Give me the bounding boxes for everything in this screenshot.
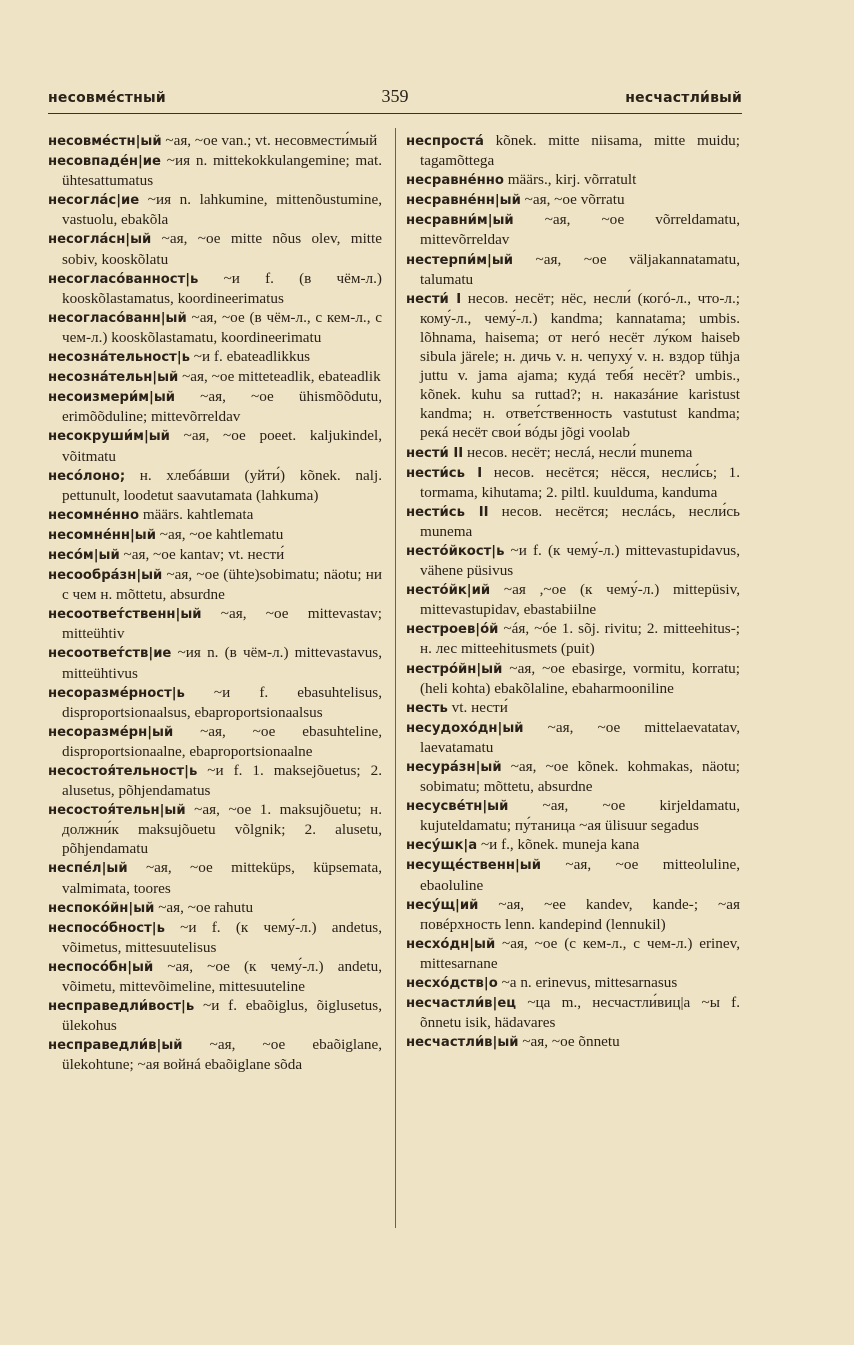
entry-headword: несу́шк|а [406,838,478,854]
entry-headword: несчастли́в|ый [406,1035,519,1051]
entry-headword: нестóйкост|ь [406,543,505,559]
entry-headword: несостоя́тельн|ый [48,803,186,819]
dictionary-entry [48,308,382,347]
entry-headword: неспокóйн|ый [48,900,155,916]
entry-headword: несчастли́в|ец [406,996,517,1012]
header-right-word: несчастли́вый [625,90,742,106]
entry-headword: несогласóванност|ь [48,271,199,287]
entry-definition: ~ая, ~ое mitteküps, küpsemata, valmimata, toores [62,859,382,897]
entry-headword: нести́сь II [406,504,489,520]
entry-definition: ~ая, ~ое õnnetu [518,1033,620,1051]
entry-headword: неспосóбност|ь [48,920,165,936]
dictionary-entry [48,996,382,1035]
entry-headword: несознáтельност|ь [48,350,190,366]
entry-definition: ~ая, ~ое rahutu [154,898,254,916]
dictionary-entry [48,761,382,800]
entry-headword: неспростá [406,134,484,149]
entry-headword: несомнéнн|ый [48,527,156,543]
entry-definition: ~ая, ~ое ebasirge, vormitu, korratu; (heli kohta) ebakõlaline, ebaharmooniline [420,659,740,697]
entry-definition: ~ая, ~ое mitteteadlik, ebateadlik [178,368,381,386]
entry-definition: несов. несётся; нёсся, несли́сь; 1. tormama, kihutama; 2. piltl. kuulduma, kanduma [420,463,740,501]
dictionary-entry [48,565,382,604]
dictionary-entry [406,1032,740,1052]
entry-definition: ~и f. (к чему́-л.) mittevastupidavus, vähene püsivus [420,541,740,580]
entry-headword: несправедли́в|ый [48,1038,183,1054]
dictionary-entry [48,505,382,525]
entry-headword: несхóдств|о [406,976,498,992]
entry-headword: несостоя́тельност|ь [48,764,198,779]
entry-definition: ~áя, ~óе 1. sõj. rivitu; 2. mitteehitus-; н. лес mitteehitusmets (puit) [420,620,740,658]
dictionary-entry [406,619,740,658]
entry-definition: ~ая, ~ое (в чём-л., с кем-л., с чем-л.) kooskõlastamatu, koordineerimatu [62,308,382,346]
dictionary-entry [48,957,382,996]
entry-definition: ~ая, ~ее kandev, kande-; ~ая повéрхность lenn. kandepind (lennukil) [420,895,740,933]
dictionary-entry [406,250,740,289]
dictionary-entry [406,289,740,443]
dictionary-entry [406,580,740,619]
dictionary-entry [48,525,382,545]
entry-definition: ~ая, ~ое 1. maksujõuetu; н. должни́к maksujõuetu võlgnik; 2. alusetu, põhjendamatu [62,801,382,858]
entry-headword: несоответ́ственн|ый [48,607,202,623]
entry-headword: несравнéнн|ый [406,193,521,209]
dictionary-entry [406,210,740,249]
dictionary-entry [406,993,740,1032]
right-column [406,131,740,1052]
dictionary-entry [48,722,382,761]
entry-headword: неспéл|ый [48,861,128,877]
dictionary-entry [406,463,740,502]
dictionary-entry [48,426,382,465]
entry-definition: ~ая, ~ое mittevastav; mitteühtiv [62,605,382,643]
left-column [48,131,382,1075]
entry-definition: ~ая, ~ое mitte nõus olev, mitte sobiv, kooskõlatu [62,230,382,268]
entry-definition: ~ая, ~ое (к чему́-л.) andetu, võimetu, mittevõimeline, mittesuuteline [62,957,382,996]
dictionary-entry [406,659,740,698]
entry-headword: нестóйк|ий [406,583,491,599]
entry-headword: несравни́м|ый [406,213,514,229]
entry-headword: несоразмéрност|ь [48,685,185,701]
entry-headword: несхóдн|ый [406,936,496,952]
entry-headword: несовмéстн|ый [48,134,162,149]
dictionary-entry [406,502,740,541]
header-rule [48,113,742,114]
entry-headword: нести́сь I [406,465,483,481]
entry-headword: неспосóбн|ый [48,959,154,975]
dictionary-entry [48,269,382,308]
entry-definition: ~ая, ~ое kirjeldamatu, kujuteldamatu; пу́таница ~ая ülisuur segadus [420,797,740,835]
entry-headword: несоответ́ств|ие [48,646,172,662]
entry-headword: несокруши́м|ый [48,429,170,445]
page-header [48,86,742,112]
entry-headword: несть [406,700,448,716]
header-left-word: несовмéстный [48,90,166,106]
entry-headword: несущéственн|ый [406,858,541,874]
dictionary-entry [406,757,740,796]
dictionary-entry [406,443,740,463]
entry-headword: нестрóйн|ый [406,661,503,677]
dictionary-entry [406,718,740,757]
entry-headword: несогласóванн|ый [48,310,187,326]
entry-definition: ~ая, ~ое võrreldamatu, mittevõrreldav [420,211,740,249]
entry-definition: несов. несёт; нёс, несли́ (когó-л., что-л.; кому́-л., чему́-л.) kandma; kannatama; umbis. lõhnama, haisema; от негó несёт лу́ком haiseb sibula järele; н. дичь v. н. чепуху́ v. н. вздор tühja juttu v. jama ajama; кудá тебя́ несёт? umbis., kõnek. kuhu sa ruttad?; н. наказáние karistust kandma; н. ответ́ственность vastutust kandma; рекá несёт свои́ вóды jõgi voolab [420,289,740,442]
entry-definition: ~ая ,~ое (к чему́-л.) mittepüsiv, mittevastupidav, ebastabiilne [420,581,740,619]
dictionary-entry [406,698,740,718]
entry-headword: несоглáс|ие [48,193,140,209]
entry-definition: ~и f. (к чему́-л.) andetus, võimetus, mittesuutelisus [62,918,382,956]
dictionary-entry [48,229,382,268]
entry-definition: ~ия n. (в чём-л.) mittevastavus, mitteühtivus [62,644,382,682]
entry-definition: ~ая, ~ое (ühte)sobimatu; näotu; ни с чем н. mõttetu, absurdne [62,566,382,604]
entry-definition: ~ая, ~ое mitteoluline, ebaoluline [420,856,740,894]
entry-definition: ~ая, ~ое ebaõiglane, ülekohtune; ~ая войнá ebaõiglane sõda [62,1036,382,1074]
entry-headword: нестерпи́м|ый [406,252,514,268]
entry-definition: ~ая, ~ое ebasuhteline, disproportsionaalne, ebaproportsionaalne [62,722,382,760]
entry-definition: ~ая, ~ое (с кем-л., с чем-л.) erinev, mittesarnane [420,934,740,972]
dictionary-entry [48,131,382,151]
entry-headword: нести́ I [406,291,462,307]
entry-headword: несравнéнно [406,173,504,189]
entry-headword: несообрáзн|ый [48,568,163,584]
entry-definition: ~и f. (в чём-л.) kooskõlastamatus, koordineerimatus [62,269,382,307]
dictionary-entry [48,1035,382,1074]
entry-definition: ~ия n. mittekokkulangemine; mat. ühtesattumatus [62,152,382,190]
entry-headword: нести́ II [406,445,464,461]
entry-definition: määrs., kirj. võrratult [503,171,637,189]
entry-definition: ~ца m., несчастли́виц|а ~ы f. õnnetu isik, hädavares [420,994,740,1032]
entry-headword: несу́щ|ий [406,897,479,913]
entry-headword: несудохóдн|ый [406,720,524,736]
entry-headword: несправедли́вост|ь [48,999,195,1015]
dictionary-entry [48,643,382,682]
entry-headword: несоразмéрн|ый [48,724,174,740]
dictionary-entry [48,545,382,565]
entry-definition: ~ая, ~ое ühismõõdutu, erimõõduline; mittevõrreldav [62,388,382,426]
dictionary-entry [406,835,740,855]
entry-definition: ~ия n. lahkumine, mittenõustumine, vastuolu, ebakõla [62,191,382,229]
dictionary-entry [406,895,740,934]
entry-headword: несусвéтн|ый [406,799,509,815]
entry-definition: ~и f. ebateadlikkus [189,348,311,366]
entry-headword: несоглáсн|ый [48,232,152,248]
dictionary-entry [406,973,740,993]
entry-headword: несóлоно; [48,468,126,484]
dictionary-entry [48,151,382,190]
dictionary-entry [406,131,740,170]
entry-definition: ~а n. erinevus, mittesarnasus [497,974,678,992]
entry-definition: ~ая, ~ое van.; vt. несовмести́мый [161,132,378,149]
dictionary-entry [48,466,382,505]
entry-definition: ~ая, ~ое võrratu [520,191,625,209]
entry-headword: несурáзн|ый [406,760,502,775]
entry-definition: несов. несётся; неслáсь, несли́сь munema [420,502,740,540]
dictionary-entry [48,190,382,229]
dictionary-entry [406,796,740,835]
entry-headword: несоизмери́м|ый [48,390,176,406]
entry-definition: ~и f. ebaõiglus, õiglusetus, ülekohus [62,997,382,1035]
dictionary-entry [48,800,382,858]
entry-definition: ~ая, ~ое väljakannatamatu, talumatu [420,250,740,288]
entry-definition: ~ая, ~ое kõnek. kohmakas, näotu; sobimatu; mõttetu, absurdne [420,758,740,796]
entry-definition: несов. несёт; неслá, несли́ munema [463,443,693,461]
entry-headword: несовпадéн|ие [48,154,161,170]
entry-headword: нестроев|óй [406,622,499,638]
entry-definition: ~ая, ~ое kahtlematu [155,525,284,543]
entry-definition: vt. нести́ [447,698,508,716]
dictionary-entry [406,190,740,210]
entry-definition: ~и f., kõnek. muneja kana [477,836,640,854]
column-divider [395,128,396,1228]
entry-definition: kõnek. mitte niisama, mitte muidu; tagamõttega [420,132,740,170]
entry-headword: несóм|ый [48,547,120,563]
entry-definition: ~ая, ~ое kantav; vt. нести́ [119,545,285,563]
dictionary-entry [48,367,382,387]
page-number: 359 [381,86,409,106]
entry-definition: ~и f. 1. maksejõuetus; 2. alusetus, põhjendamatus [62,762,382,800]
dictionary-entry [406,541,740,580]
dictionary-entry [406,170,740,190]
dictionary-entry [406,855,740,894]
dictionary-entry [48,604,382,643]
entry-definition: määrs. kahtlemata [139,505,254,523]
entry-headword: несознáтельн|ый [48,370,179,386]
dictionary-entry [406,934,740,973]
entry-definition: ~ая, ~ое mittelaevatatav, laevatamatu [420,718,740,756]
entry-definition: н. хлебáвши (уйти́) kõnek. nalj. pettunult, loodetut saavutamata (lahkuma) [62,466,382,504]
dictionary-entry [48,387,382,426]
dictionary-entry [48,918,382,957]
entry-headword: несомнéнно [48,507,140,523]
dictionary-entry [48,347,382,367]
dictionary-entry [48,898,382,918]
entry-definition: ~ая, ~ое poeet. kaljukindel, võitmatu [62,427,382,465]
dictionary-entry [48,858,382,897]
dictionary-entry [48,683,382,722]
entry-definition: ~и f. ebasuhtelisus, disproportsionaalsus, ebaproportsionaalsus [62,683,382,721]
